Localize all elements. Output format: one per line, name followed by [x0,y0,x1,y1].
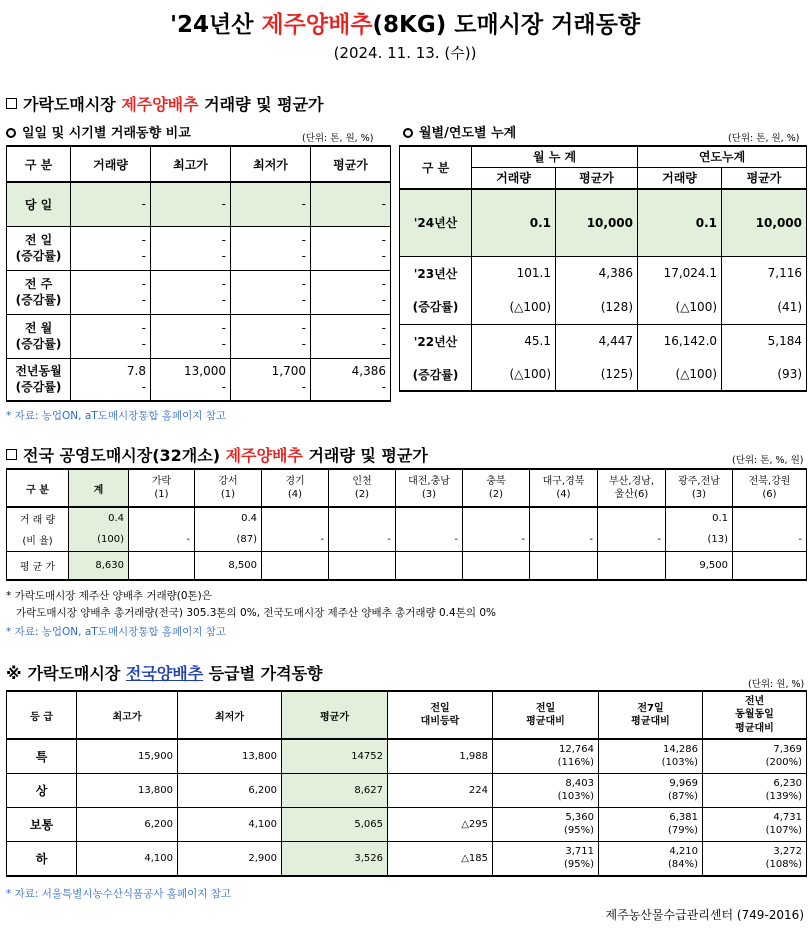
daily-subheading: 일일 및 시기별 거래동향 비교 [6,122,191,141]
table-row: '22년산 45.1 4,447 16,142.0 5,184 [400,324,807,358]
square-bullet-icon [6,98,17,109]
cumulative-subheading: 월별/연도별 누계 [403,122,516,141]
cumulative-unit: (단위: 톤, 원, %) [728,133,800,144]
national-unit: (단위: 톤, %, 원) [732,455,804,466]
section1-heading: 가락도매시장 제주양배추 거래량 및 평균가 [6,92,324,115]
table-row: 전년동월 (증감률) 7.8 - 13,000 - 1,700 - 4,386 - [7,358,391,401]
table-row: 특 15,900 13,800 14752 1,988 12,764 (116%) 14,286 (103%) 7,369 (200%) [7,739,807,773]
page-title: '24년산 제주양배추(8KG) 도매시장 거래동향 [169,12,641,38]
table-row: (증감률) (△100) (125) (△100) (93) [400,358,807,391]
daily-unit: (단위: 톤, 원, %) [302,133,374,144]
grade-unit: (단위: 원, %) [748,679,805,690]
national-market-table: 구 분 계 가락 (1) 강서 (1) 경기 (4) 인천 (2) 대전,충남 (3) 충북 (2) 대구,경북 (4) 부산,경남, 울산(6) 광주,전남 (3) 전북,강원 (6) 거 래 량 0.4 0.4 0.1 (비 율) (100) - (87) - - - - - - (13) - 평 균 가 8,630 8,500 9,500 [6,468,807,581]
table-row: 전 월 (증감률) - - - - - - - - [7,314,391,358]
table-row: '23년산 101.1 4,386 17,024.1 7,116 [400,256,807,290]
square-bullet-icon [6,449,17,460]
circle-bullet-icon [6,128,16,138]
table-row: 보통 6,200 4,100 5,065 △295 5,360 (95%) 6,381 (79%) 4,731 (107%) [7,807,807,841]
table-row: 전 일 (증감률) - - - - - - - - [7,226,391,270]
volume-note-line2: 가락도매시장 양배추 총거래량(전국) 305.3톤의 0%, 전국도매시장 제주산 양배추 총거래량 0.4톤의 0% [16,607,496,619]
section3-heading: ※ 가락도매시장 전국양배추 등급별 가격동향 [6,664,323,683]
table-row: (증감률) (△100) (128) (△100) (41) [400,290,807,324]
section2-heading: 전국 공영도매시장(32개소) 제주양배추 거래량 및 평균가 [6,443,428,466]
source-note: * 자료: 서울특별시농수산식품공사 홈페이지 참고 [6,888,231,900]
source-note: * 자료: 농업ON, aT도매시장통합 홈페이지 참고 [6,410,227,422]
footer-center: 제주농산물수급관리센터 (749-2016) [605,908,804,922]
daily-trade-table: 구 분 거래량 최고가 최저가 평균가 당 일 - - - - 전 일 (증감률) - - - - - - - - 전 주 (증감률) - - - - - - - - 전 월 (증감률) - - - - - - - - 전년동월 (증감률) 7.8 - 13,000 - 1,700 - 4,386 - [6,145,391,402]
table-row: (비 율) (100) - (87) - - - - - - (13) - [7,529,807,551]
table-row: 거 래 량 0.4 0.4 0.1 [7,507,807,529]
grade-price-table: 등 급 최고가 최저가 평균가 전일 대비등락 전일 평균대비 전7일 평균대비 전년 동월동일 평균대비 특 15,900 13,800 14752 1,988 12,764 (116%) 14,286 (103%) 7,369 (200%) 상 13,800 6,200 8,627 224 8,403 (103%) 9,969 (87%) 6,230 (139%) 보통 6,200 4,100 5,065 △295 5,360 (95%) 6,381 (79%) 4,731 (107%) 하 4,100 2,900 3,526 △185 3,711 (95%) 4,210 (84%) 3,272 (108%) [6,690,807,877]
cumulative-table: 구 분 월 누 계 연도누계 거래량 평균가 거래량 평균가 '24년산 0.1 10,000 0.1 10,000 '23년산 101.1 4,386 17,024.1 7,116 (증감률) (△100) (128) (△100) (41) '22년산 45.1 4,447 16,142.0 5,184 (증감률) (△100) (125) (△100) (93) [399,145,807,392]
report-date: (2024. 11. 13. (수)) [333,44,477,62]
table-row: 상 13,800 6,200 8,627 224 8,403 (103%) 9,969 (87%) 6,230 (139%) [7,773,807,807]
table-row: 당 일 - - - - [7,182,391,226]
table-row: '24년산 0.1 10,000 0.1 10,000 [400,189,807,256]
circle-bullet-icon [403,128,413,138]
table-row: 평 균 가 8,630 8,500 9,500 [7,551,807,580]
table-row: 전 주 (증감률) - - - - - - - - [7,270,391,314]
source-note: * 자료: 농업ON, aT도매시장통합 홈페이지 참고 [6,626,227,638]
volume-note-line1: * 가락도매시장 제주산 양배추 거래량(0톤)은 [6,590,212,602]
table-row: 하 4,100 2,900 3,526 △185 3,711 (95%) 4,210 (84%) 3,272 (108%) [7,841,807,876]
